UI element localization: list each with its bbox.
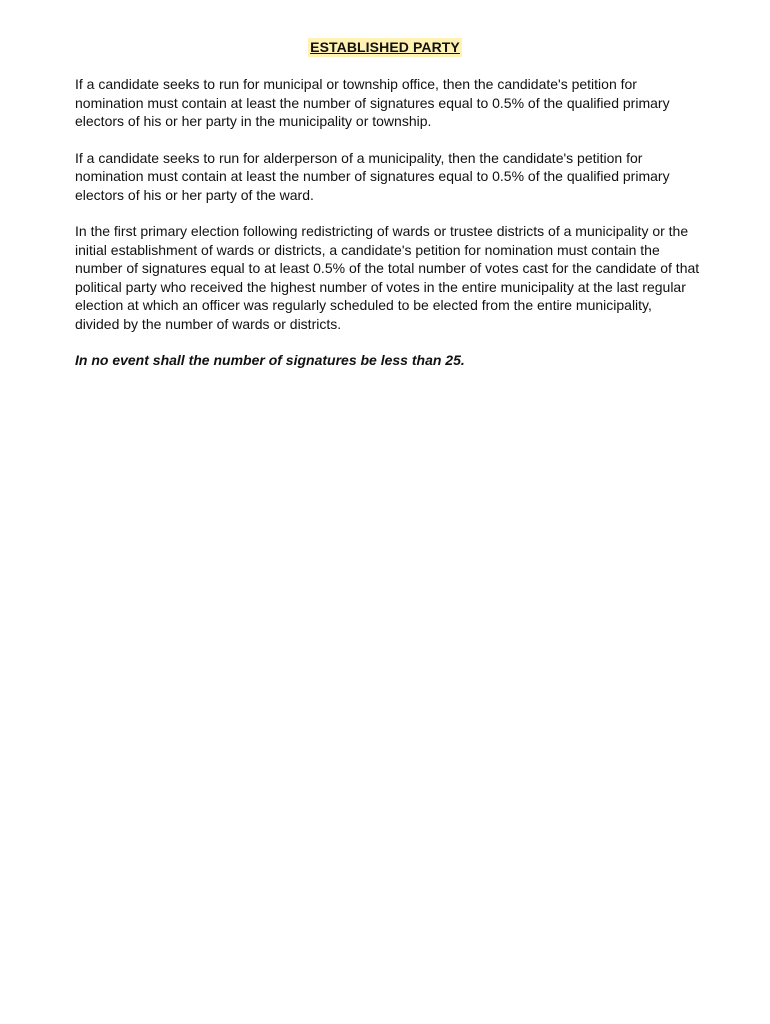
document-body (75, 75, 700, 370)
title-container (0, 38, 770, 57)
document-title: ESTABLISHED PARTY (310, 39, 460, 55)
paragraph-municipal-township: If a candidate seeks to run for municipal or township office, then the candidate's petition for nomination must contain at least the number of signatures equal to 0.5% of the qualified primary electors of his or her party in the municipality or township. (75, 76, 670, 129)
closing-statement: In no event shall the number of signatures be less than 25. (75, 352, 465, 368)
paragraph-redistricting: In the first primary election following redistricting of wards or trustee districts of a municipality or the initial establishment of wards or districts, a candidate's petition for nomination must contain the number of signatures equal to at least 0.5% of the total number of votes cast for the candidate of that political party who received the highest number of votes in the entire municipality at the last regular election at which an officer was regularly scheduled to be elected from the entire municipality, divided by the number of wards or districts. (75, 223, 700, 332)
paragraph-alderperson: If a candidate seeks to run for alderperson of a municipality, then the candidate's petition for nomination must contain at least the number of signatures equal to 0.5% of the qualified primary electors of his or her party of the ward. (75, 149, 670, 203)
